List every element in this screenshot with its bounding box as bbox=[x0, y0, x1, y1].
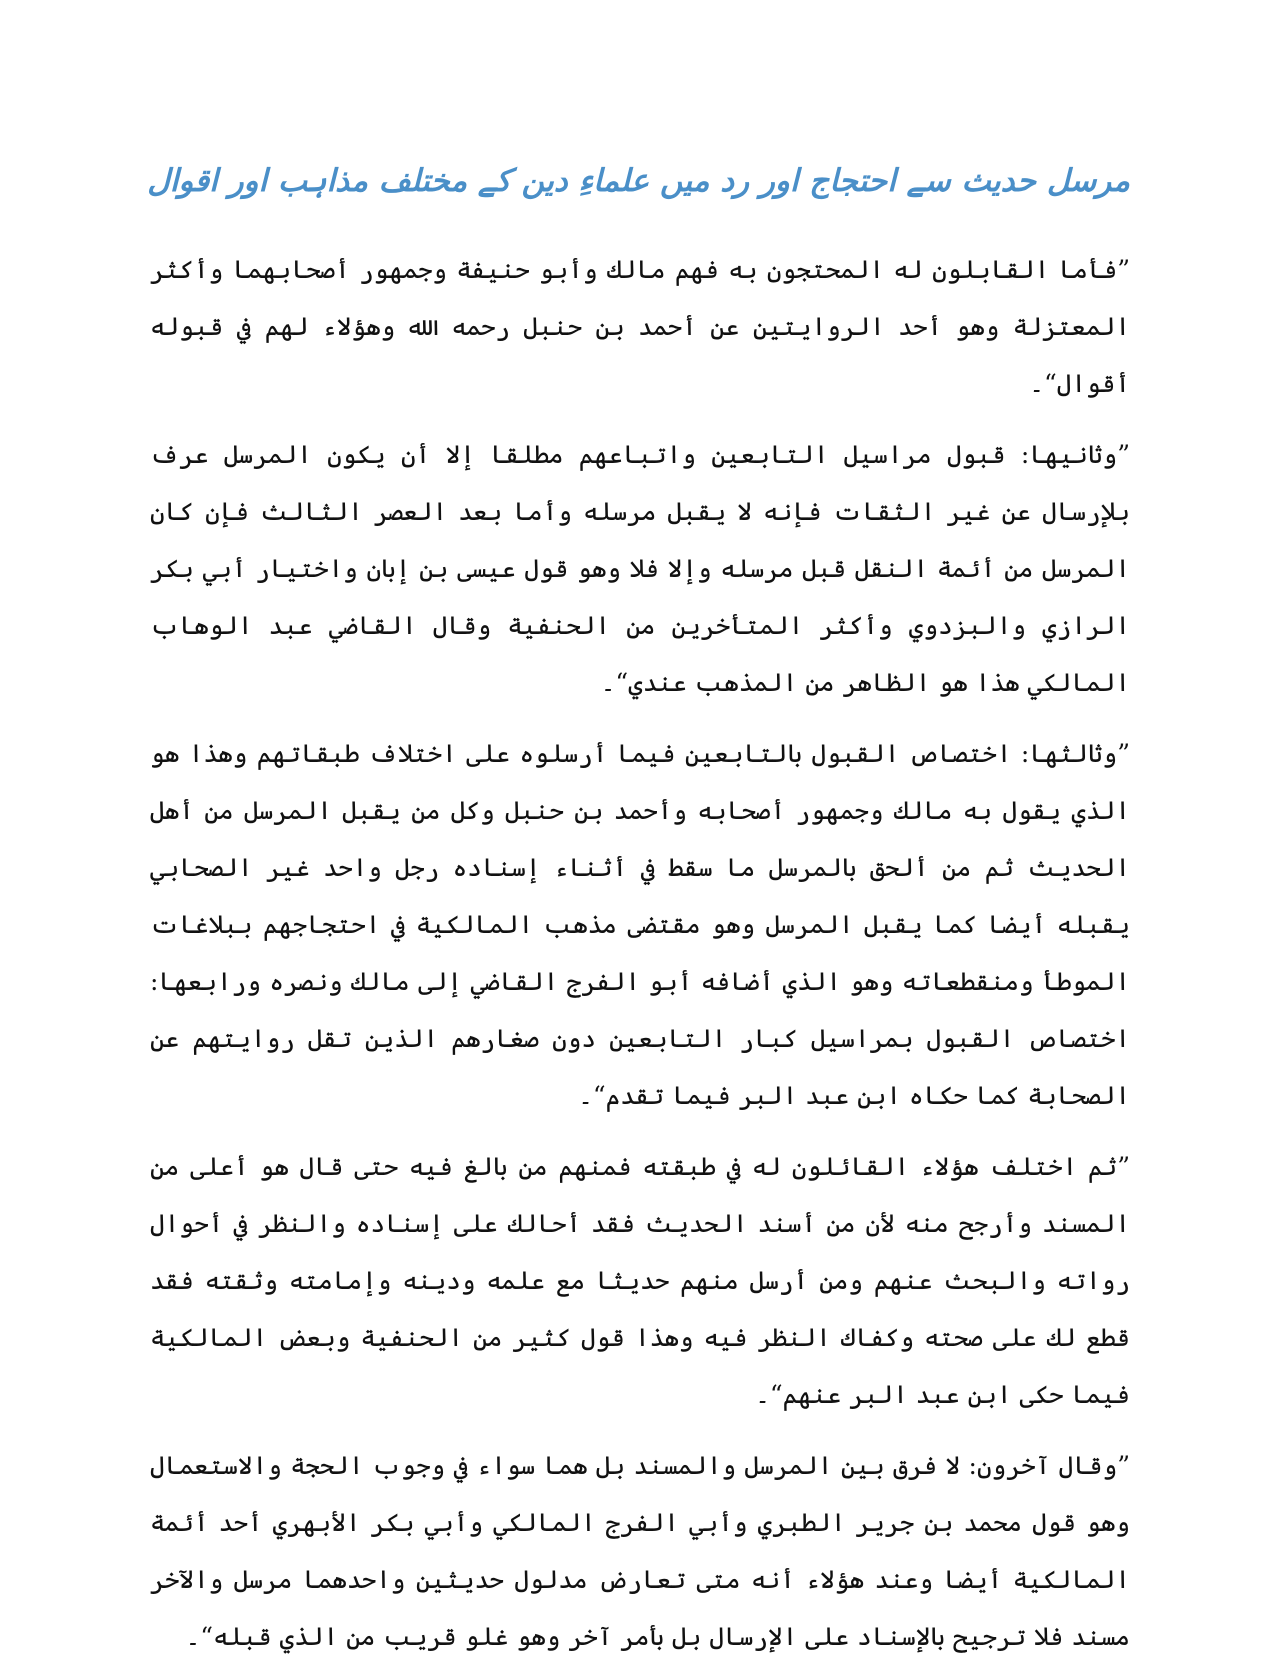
paragraph: ”ثم اختلف هؤلاء القائلون له في طبقته فمنهم من بالغ فيه حتى قال هو أعلى من المسند وأرجح منه لأن من أسند الحديث فقد أحالك على إسناده والنظر في أحوال رواته والبحث عنهم ومن أرسل منهم حديثا مع علمه ودينه وإمامته وثقته فقد قطع لك على صحته وكفاك النظر فيه وهذا قول كثير من الحنفية وبعض المالكية فيما حكى ابن عبد البر عنهم“۔ bbox=[150, 1152, 1130, 1410]
paragraph: ”وثانيها: قبول مراسيل التابعين واتباعهم مطلقا إلا أن يكون المرسل عرف بلإرسال عن غير الثقات فإنه لا يقبل مرسله وأما بعد العصر الثالث فإن كان المرسل من أئمة النقل قبل مرسله وإلا فلا وهو قول عيسى بن إبان واختيار أبي بكر الرازي والبزدوي وأكثر المتأخرين من الحنفية وقال القاضي عبد الوهاب المالكي هذا هو الظاهر من المذهب عندي“۔ bbox=[150, 440, 1130, 698]
paragraph: ”وثالثها: اختصاص القبول بالتابعين فيما أرسلوه على اختلاف طبقاتهم وهذا هو الذي يقول به مالك وجمهور أصحابه وأحمد بن حنبل وكل من يقبل المرسل من أهل الحديث ثم من ألحق بالمرسل ما سقط في أثناء إسناده رجل واحد غير الصحابي يقبله أيضا كما يقبل المرسل وهو مقتضى مذهب المالكية في احتجاجهم ببلاغات الموطأ ومنقطعاته وهو الذي أضافه أبو الفرج القاضي إلى مالك ونصره ورابعها: اختصاص القبول بمراسيل كبار التابعين دون صغارهم الذين تقل روايتهم عن الصحابة كما حكاه ابن عبد البر فيما تقدم“۔ bbox=[150, 739, 1130, 1111]
document-page bbox=[147, 160, 1130, 1679]
paragraph: ”فأما القابلون له المحتجون به فهم مالك وأبو حنيفة وجمهور أصحابهما وأكثر المعتزلة وهو أحد الروايتين عن أحمد بن حنبل رحمه الله وهؤلاء لهم في قبوله أقوال“۔ bbox=[150, 255, 1130, 399]
section-heading: مرسل حدیث سے احتجاج اور رد میں علماءِ دین کے مختلف مذاہب اور اقوال bbox=[147, 163, 1130, 199]
paragraph: ”وقال آخرون: لا فرق بين المرسل والمسند بل هما سواء في وجوب الحجة والاستعمال وهو قول محمد بن جرير الطبري وأبي الفرج المالكي وأبي بكر الأبهري أحد أئمة المالكية أيضا وعند هؤلاء أنه متى تعارض مدلول حديثين واحدهما مرسل والآخر مسند فلا ترجيح بالإسناد على الإرسال بل بأمر آخر وهو غلو قريب من الذي قبله“۔ bbox=[150, 1451, 1130, 1652]
